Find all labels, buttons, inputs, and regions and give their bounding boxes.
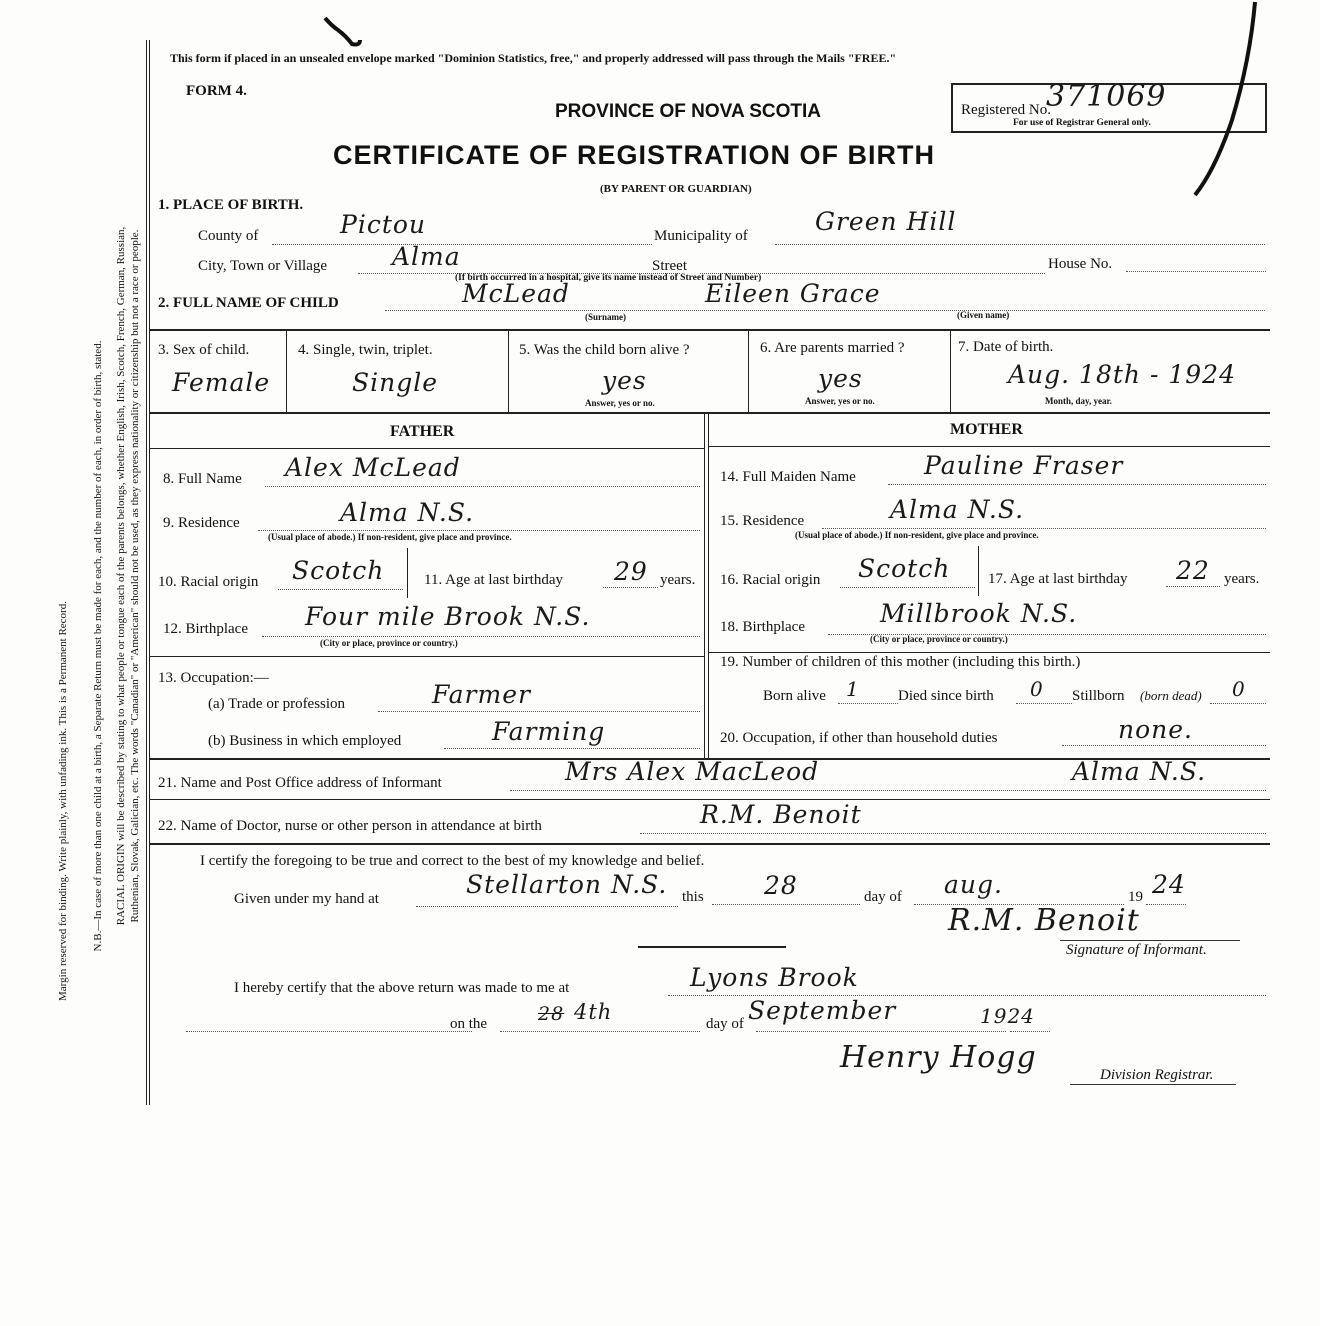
doctor-value: R.M. Benoit [700,800,862,829]
registrar-place-value: Lyons Brook [690,963,859,992]
child-surname-value: McLead [462,279,570,308]
division-registrar-caption: Division Registrar. [1100,1067,1214,1083]
father-birthplace-label: 12. Birthplace [163,621,248,637]
father-occupation-label: 13. Occupation:— [158,670,269,686]
mother-residence-value: Alma N.S. [890,495,1025,524]
registrar-dayof-label: day of [706,1016,744,1032]
certify-statement: I certify the foregoing to be true and correct to the best of my knowledge and belief. [200,853,705,869]
date-of-birth-caption: Month, day, year. [1045,396,1112,406]
mother-race-value: Scotch [858,554,951,583]
father-race-value: Scotch [292,556,385,585]
house-label: House No. [1048,256,1113,272]
city-value: Alma [392,242,461,271]
informant-name-value: Mrs Alex MacLeod [565,757,820,786]
margin-notes [0,0,150,1107]
plurality-label: 4. Single, twin, triplet. [298,342,433,358]
sex-label: 3. Sex of child. [158,342,250,358]
mother-residence-caption: (Usual place of abode.) If non-resident, give place and province. [795,530,1039,540]
mother-residence-label: 15. Residence [720,513,805,529]
mother-name-value: Pauline Fraser [924,451,1124,480]
certify-this-label: this [682,889,704,905]
sex-value: Female [172,368,271,397]
county-label: County of [198,228,259,244]
father-age-value: 29 [614,557,648,586]
parents-married-value: yes [818,364,863,393]
plurality-value: Single [352,368,439,397]
certify-dayof-label: day of [864,889,902,905]
born-alive-count-value: 1 [846,677,860,701]
registered-box [951,79,1267,133]
father-name-label: 8. Full Name [163,471,242,487]
died-value: 0 [1030,677,1044,701]
mother-age-value: 22 [1176,556,1210,585]
mother-heading: MOTHER [950,421,1023,438]
city-label: City, Town or Village [198,258,328,274]
form-number: FORM 4. [186,83,247,99]
street-label: Street [652,258,687,274]
municipality-value: Green Hill [815,207,957,236]
given-caption: (Given name) [957,310,1010,320]
certify-day-value: 28 [764,871,798,900]
registrar-month-value: September [748,996,897,1025]
given-under-label: Given under my hand at [234,891,379,907]
certificate-subtitle: (BY PARENT OR GUARDIAN) [600,183,752,195]
parents-married-label: 6. Are parents married ? [760,340,905,356]
father-residence-label: 9. Residence [163,515,240,531]
certify-year-prefix: 19 [1128,889,1143,905]
parents-married-caption: Answer, yes or no. [805,396,875,406]
informant-address-value: Alma N.S. [1072,757,1207,786]
born-alive-count-label: Born alive [763,688,826,704]
mother-birthplace-caption: (City or place, province or country.) [870,634,1008,644]
registrar-day-struck: 28 [538,1003,565,1025]
child-name-label: 2. FULL NAME OF CHILD [158,295,339,311]
child-given-value: Eileen Grace [705,279,881,308]
mother-age-years: years. [1224,571,1260,587]
mother-birthplace-label: 18. Birthplace [720,619,805,635]
mother-children-label: 19. Number of children of this mother (including this birth.) [720,654,1081,670]
father-birthplace-value: Four mile Brook N.S. [305,602,591,631]
father-trade-value: Farmer [432,680,531,709]
date-of-birth-value: Aug. 18th - 1924 [1008,360,1236,389]
stillborn-value: 0 [1232,677,1246,701]
died-label: Died since birth [898,688,994,704]
father-residence-value: Alma N.S. [340,498,475,527]
informant-label: 21. Name and Post Office address of Informant [158,775,442,791]
informant-signature-caption: Signature of Informant. [1066,942,1207,958]
father-age-years: years. [660,572,696,588]
father-birthplace-caption: (City or place, province or country.) [320,638,458,648]
certify-place-value: Stellarton N.S. [466,870,668,899]
mother-race-label: 16. Racial origin [720,572,821,588]
surname-caption: (Surname) [585,312,626,322]
margin-note-2: N.B.—In case of more than one child at a birth, a Separate Return must be made for each, and the number of each, in order of birth, stated. [92,340,104,952]
born-alive-caption: Answer, yes or no. [585,398,655,408]
mail-note: This form if placed in an unsealed envelope marked "Dominion Statistics, free," and properly addressed will pass through the Mails "FREE." [170,51,897,65]
born-alive-value: yes [602,366,647,395]
registrar-day-value: 4th [574,1000,613,1024]
county-value: Pictou [340,210,427,239]
margin-note-4: Ruthenian, Slovak, Galician, etc. The words "Canadian" or "American" should not be used, as they express nationality or citizenship but not a race or people. [129,229,141,923]
stillborn-note: (born dead) [1140,688,1202,703]
form-left-border [146,40,147,1105]
father-business-label: (b) Business in which employed [208,733,402,749]
father-name-value: Alex McLead [285,453,461,482]
born-alive-label: 5. Was the child born alive ? [519,342,690,358]
father-race-label: 10. Racial origin [158,574,259,590]
mother-occupation-label: 20. Occupation, if other than household duties [720,730,998,746]
form-left-border-inner [149,40,150,1105]
margin-note-3: RACIAL ORIGIN will be described by stating to what people or tongue each of the parents belongs, whether English, Irish, Scotch, French, German, Russian, [115,226,127,926]
ink-blot-mark [325,18,360,45]
municipality-label: Municipality of [654,228,748,244]
registrar-year-value: 1924 [980,1004,1035,1028]
registrar-statement: I hereby certify that the above return was made to me at [234,980,570,996]
registrar-use-note: For use of Registrar General only. [1013,118,1151,128]
registered-number: 371069 [1046,79,1167,114]
certificate-title: CERTIFICATE OF REGISTRATION OF BIRTH [333,140,935,170]
stillborn-label: Stillborn [1072,688,1125,704]
informant-signature: R.M. Benoit [948,903,1140,938]
father-age-label: 11. Age at last birthday [424,572,563,588]
province-heading: PROVINCE OF NOVA SCOTIA [555,101,822,122]
mother-age-label: 17. Age at last birthday [988,571,1128,587]
margin-note-1: Margin reserved for binding. Write plainly, with unfading ink. This is a Permanent Record. [57,601,69,1001]
mother-occupation-value: none. [1118,715,1193,744]
doctor-label: 22. Name of Doctor, nurse or other person in attendance at birth [158,818,542,834]
registrar-signature: Henry Hogg [840,1040,1037,1075]
hospital-note: (If birth occurred in a hospital, give its name instead of Street and Number) [455,273,762,283]
registered-label: Registered No. [961,102,1051,118]
father-trade-label: (a) Trade or profession [208,696,346,712]
certify-month-value: aug. [944,870,1003,899]
mother-birthplace-value: Millbrook N.S. [880,599,1078,628]
date-of-birth-label: 7. Date of birth. [958,339,1054,355]
certify-year-value: 24 [1152,870,1186,899]
father-residence-caption: (Usual place of abode.) If non-resident, give place and province. [268,532,512,542]
place-of-birth-label: 1. PLACE OF BIRTH. [158,197,304,213]
mother-name-label: 14. Full Maiden Name [720,469,856,485]
father-business-value: Farming [492,717,606,746]
father-heading: FATHER [390,423,455,440]
registrar-on-label: on the [450,1016,488,1032]
